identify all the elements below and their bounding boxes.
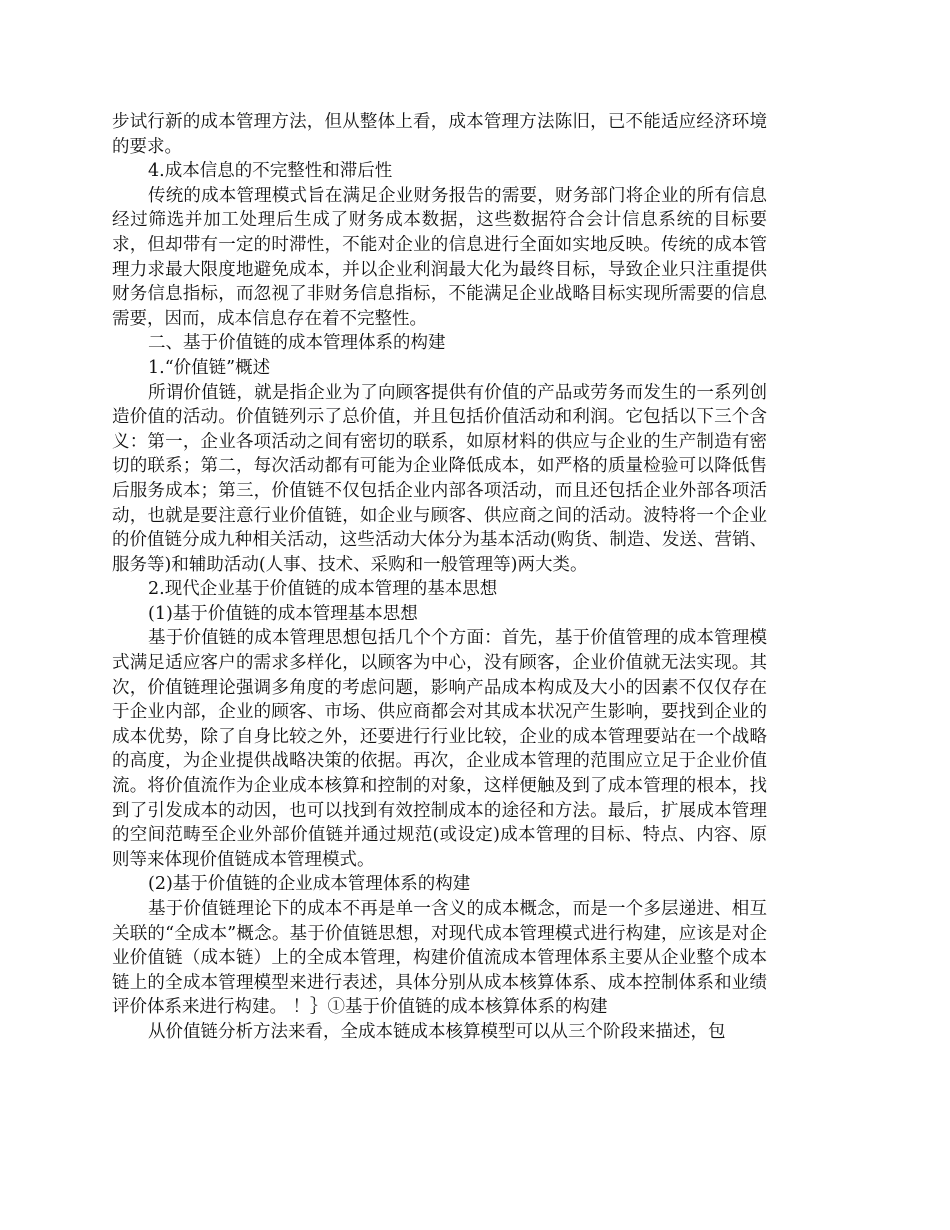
paragraph: 基于价值链理论下的成本不再是单一含义的成本概念，而是一个多层递进、相互关联的“全成本”概念。基于价值链思想，对现代成本管理模式进行构建，应该是对企业价值链（成本链）上的全成本管理，构建价值流成本管理体系主要从企业整个成本链上的全成本管理模型来进行表述，具体分别从成本核算体系、成本控制体系和业绩评价体系来进行构建。 ！｝①基于价值链的成本核算体系的构建 [112, 899, 767, 1018]
paragraph: 基于价值链的成本管理思想包括几个个方面：首先，基于价值管理的成本管理模式满足适应客户的需求多样化，以顾客为中心，没有顾客，企业价值就无法实现。其次，价值链理论强调多角度的考虑问题，影响产品成本构成及大小的因素不仅仅存在于企业内部，企业的顾客、市场、供应商都会对其成本状况产生影响，要找到企业的成本优势，除了自身比较之外，还要进行行业比较，企业的成本管理要站在一个战略的高度，为企业提供战略决策的依据。再次，企业成本管理的范围应立足于企业价值流。将价值流作为企业成本核算和控制的对象，这样便触及到了成本管理的根本，找到了引发成本的动因，也可以找到有效控制成本的途径和方法。最后，扩展成本管理的空间范畴至企业外部价值链并通过规范(或设定)成本管理的目标、特点、内容、原则等来体现价值链成本管理模式。 [112, 628, 767, 870]
subsubsection-heading-1: (1)基于价值链的成本管理基本思想 [148, 603, 418, 624]
paragraph-continuation: 步试行新的成本管理方法，但从整体上看，成本管理方法陈旧，已不能适应经济环境的要求。 [112, 112, 767, 157]
section-heading-2: 二、基于价值链的成本管理体系的构建 [148, 333, 446, 354]
subsubsection-heading-2: (2)基于价值链的企业成本管理体系的构建 [148, 874, 471, 895]
subsection-heading-2: 2.现代企业基于价值链的成本管理的基本思想 [148, 579, 498, 600]
paragraph-truncated: 从价值链分析方法来看，全成本链成本核算模型可以从三个阶段来描述，包 [148, 1021, 726, 1042]
document-page [112, 110, 767, 1045]
paragraph: 传统的成本管理模式旨在满足企业财务报告的需要，财务部门将企业的所有信息经过筛选并加工处理后生成了财务成本数据，这些数据符合会计信息系统的目标要求，但却带有一定的时滞性，不能对企业的信息进行全面如实地反映。传统的成本管理力求最大限度地避免成本，并以企业利润最大化为最终目标，导致企业只注重提供财务信息指标，而忽视了非财务信息指标，不能满足企业战略目标实现所需要的信息需要，因而，成本信息存在着不完整性。 [112, 185, 767, 329]
subsection-heading-1: 1.“价值链”概述 [148, 357, 271, 378]
section-heading-4: 4.成本信息的不完整性和滞后性 [148, 161, 393, 182]
paragraph: 所谓价值链，就是指企业为了向顾客提供有价值的产品或劳务而发生的一系列创造价值的活动。价值链列示了总价值，并且包括价值活动和利润。它包括以下三个含义：第一，企业各项活动之间有密切的联系，如原材料的供应与企业的生产制造有密切的联系；第二，每次活动都有可能为企业降低成本，如严格的质量检验可以降低售后服务成本；第三，价值链不仅包括企业内部各项活动，而且还包括企业外部各项活动，也就是要注意行业价值链，如企业与顾客、供应商之间的活动。波特将一个企业的价值链分成九种相关活动，这些活动大体分为基本活动(购货、制造、发送、营销、服务等)和辅助活动(人事、技术、采购和一般管理等)两大类。 [112, 382, 767, 575]
